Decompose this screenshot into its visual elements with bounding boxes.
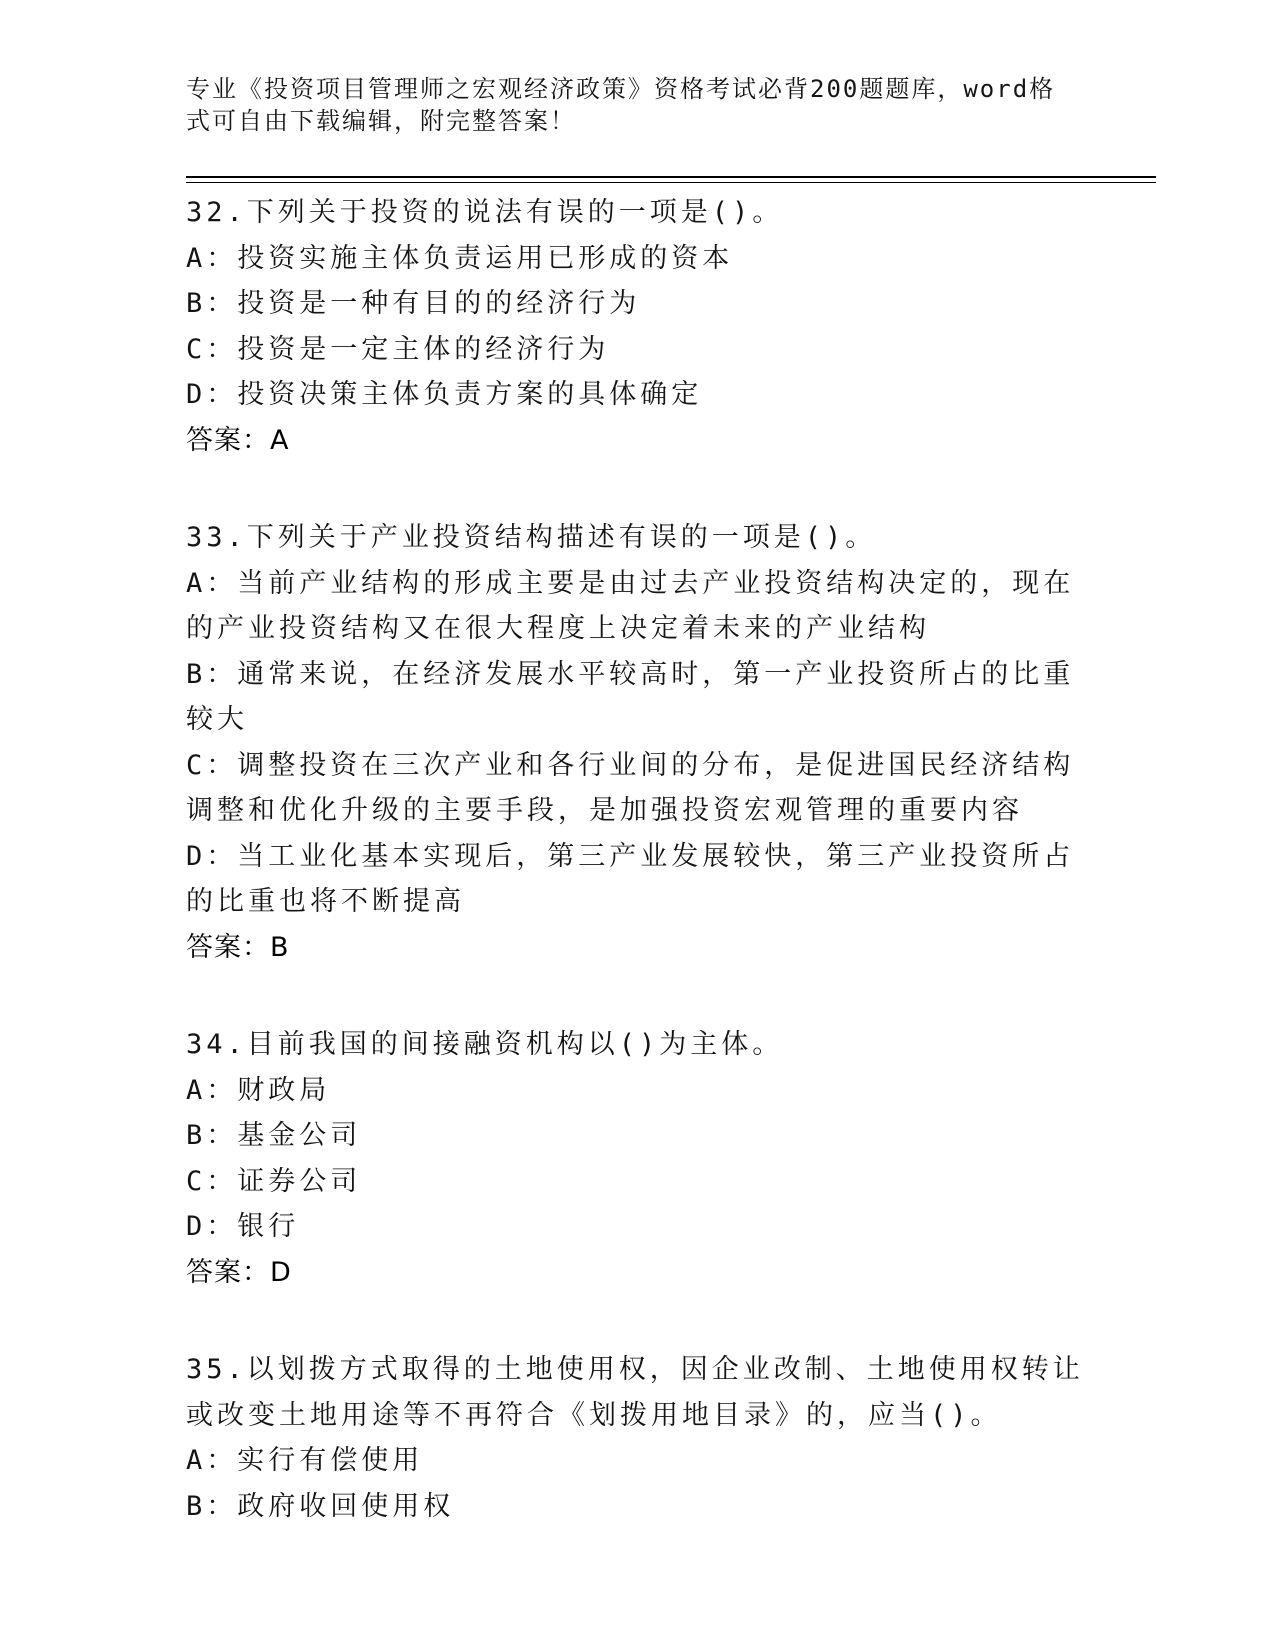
question-list — [186, 190, 1086, 1581]
option-b: B：政府收回使用权 — [186, 1490, 455, 1522]
question-34 — [186, 1022, 1086, 1295]
option-a: A：财政局 — [186, 1074, 331, 1106]
option-b: B：通常来说，在经济发展水平较高时，第一产业投资所占的比重较大 — [186, 658, 1075, 735]
option-a: A：实行有偿使用 — [186, 1445, 424, 1476]
header-divider-thin — [186, 182, 1156, 183]
option-a: A：当前产业结构的形成主要是由过去产业投资结构决定的，现在的产业投资结构又在很大程度上决定着未来的产业结构 — [186, 567, 1075, 644]
option-c: C：投资是一定主体的经济行为 — [186, 333, 610, 365]
answer: 答案：D — [186, 1256, 292, 1288]
question-32 — [186, 190, 1086, 463]
option-b: B：基金公司 — [186, 1120, 362, 1151]
option-a: A：投资实施主体负责运用已形成的资本 — [186, 242, 734, 274]
question-stem: 32.下列关于投资的说法有误的一项是()。 — [186, 197, 784, 228]
question-stem: 33.下列关于产业投资结构描述有误的一项是()。 — [186, 522, 877, 553]
question-33 — [186, 515, 1086, 970]
answer: 答案：A — [186, 424, 290, 456]
question-stem: 35.以划拨方式取得的土地使用权，因企业改制、土地使用权转让或改变土地用途等不再符合《划拨用地目录》的，应当()。 — [186, 1354, 1084, 1431]
option-d: D：投资决策主体负责方案的具体确定 — [186, 379, 703, 410]
option-d: D：银行 — [186, 1211, 300, 1242]
option-c: C：证券公司 — [186, 1165, 362, 1197]
answer: 答案：B — [186, 931, 290, 963]
option-b: B：投资是一种有目的的经济行为 — [186, 288, 641, 319]
question-stem: 34.目前我国的间接融资机构以()为主体。 — [186, 1029, 784, 1060]
header-divider — [186, 176, 1156, 178]
option-d: D：当工业化基本实现后，第三产业发展较快，第三产业投资所占的比重也将不断提高 — [186, 840, 1075, 917]
document-header: 专业《投资项目管理师之宏观经济政策》资格考试必背200题题库，word格式可自由下载编辑，附完整答案！ — [186, 75, 1056, 135]
question-35 — [186, 1347, 1086, 1529]
option-c: C：调整投资在三次产业和各行业间的分布，是促进国民经济结构调整和优化升级的主要手段，是加强投资宏观管理的重要内容 — [186, 749, 1075, 826]
